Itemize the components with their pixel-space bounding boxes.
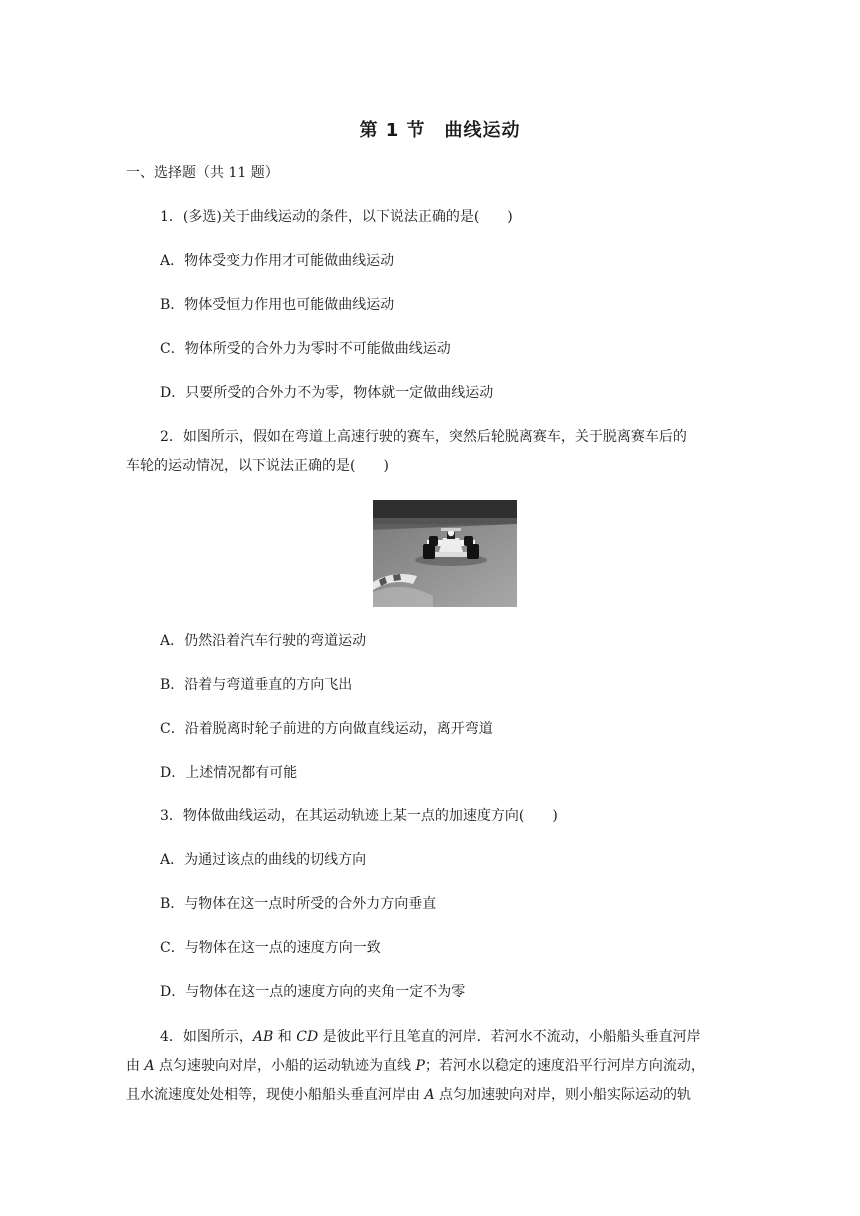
race-car-photo: [373, 500, 517, 607]
question-2-stem-line-1: 2．如图所示，假如在弯道上高速行驶的赛车，突然后轮脱离赛车，关于脱离赛车后的: [160, 429, 687, 445]
section-heading: 一、选择题（共 11 题）: [126, 165, 279, 181]
question-2-option-c: C．沿着脱离时轮子前进的方向做直线运动，离开弯道: [160, 721, 493, 737]
question-4-stem-line-1: 4．如图所示，AB 和 CD 是彼此平行且笔直的河岸．若河水不流动，小船船头垂直河岸: [160, 1029, 701, 1045]
question-3-option-a: A．为通过该点的曲线的切线方向: [160, 852, 367, 868]
question-2-option-d: D．上述情况都有可能: [160, 765, 298, 781]
question-3-stem: 3．物体做曲线运动，在其运动轨迹上某一点的加速度方向( ): [160, 808, 558, 824]
label-p: P: [415, 1058, 425, 1074]
label-cd: CD: [296, 1029, 319, 1045]
question-2-stem-line-2: 车轮的运动情况，以下说法正确的是( ): [126, 458, 389, 474]
question-4-stem-line-3: 且水流速度处处相等，现使小船船头垂直河岸由 A 点匀加速驶向对岸，则小船实际运动的轨: [126, 1087, 692, 1103]
question-1-stem: 1．(多选)关于曲线运动的条件，以下说法正确的是( ): [160, 209, 513, 225]
question-3-option-d: D．与物体在这一点的速度方向的夹角一定不为零: [160, 984, 466, 1000]
question-1-option-d: D．只要所受的合外力不为零，物体就一定做曲线运动: [160, 385, 494, 401]
label-point-a: A: [144, 1058, 155, 1074]
question-2-option-b: B．沿着与弯道垂直的方向飞出: [160, 677, 353, 693]
question-1-option-c: C．物体所受的合外力为零时不可能做曲线运动: [160, 341, 451, 357]
question-4-stem-line-2: 由 A 点匀速驶向对岸，小船的运动轨迹为直线 P；若河水以稳定的速度沿平行河岸方向流动，: [126, 1058, 705, 1074]
label-point-a: A: [424, 1087, 435, 1103]
question-3-option-c: C．与物体在这一点的速度方向一致: [160, 940, 381, 956]
page-title: 第 1 节 曲线运动: [359, 120, 521, 141]
label-ab: AB: [252, 1029, 274, 1045]
question-3-option-b: B．与物体在这一点时所受的合外力方向垂直: [160, 896, 437, 912]
question-2-option-a: A．仍然沿着汽车行驶的弯道运动: [160, 633, 367, 649]
question-1-option-a: A．物体受变力作用才可能做曲线运动: [160, 253, 395, 269]
question-1-option-b: B．物体受恒力作用也可能做曲线运动: [160, 297, 395, 313]
